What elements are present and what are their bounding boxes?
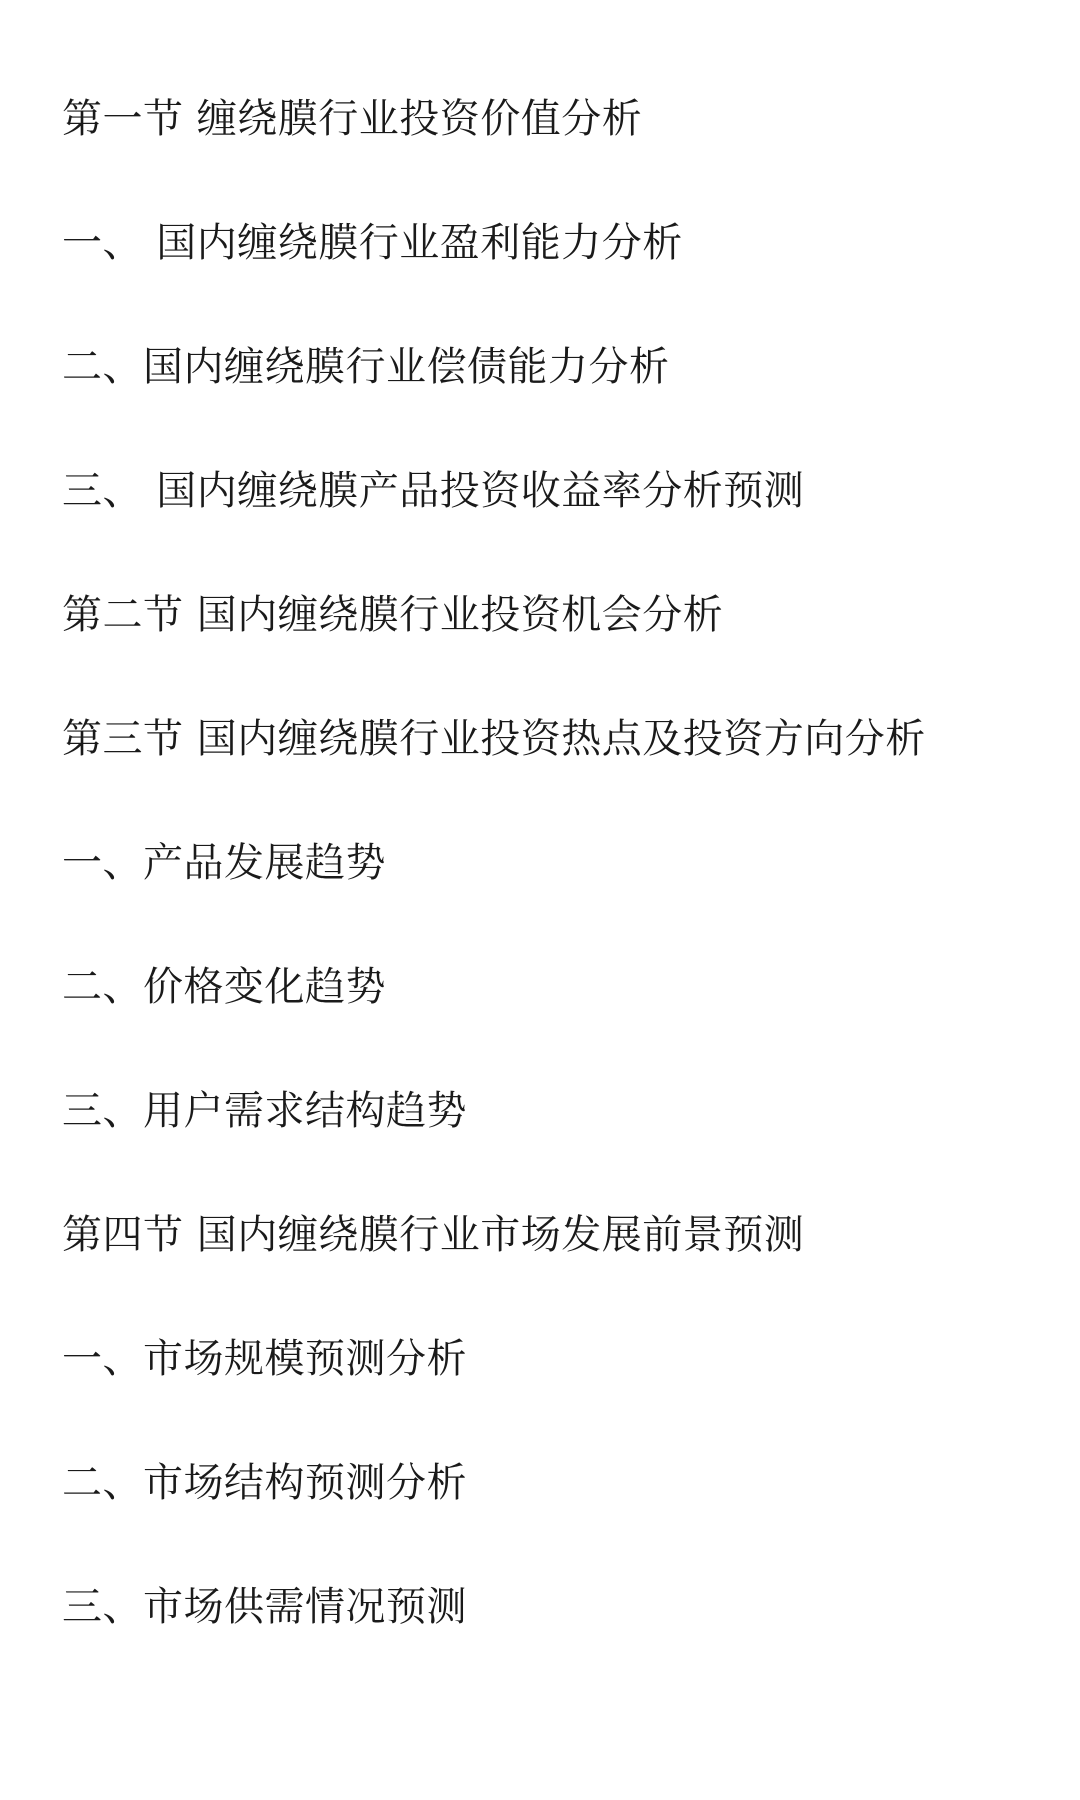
toc-section-heading: 第一节 缠绕膜行业投资价值分析 xyxy=(62,96,643,142)
toc-subsection-item: 二、市场结构预测分析 xyxy=(62,1460,467,1506)
toc-subsection-item: 一、市场规模预测分析 xyxy=(62,1336,467,1382)
toc-subsection-item: 一、 国内缠绕膜行业盈利能力分析 xyxy=(62,220,683,266)
toc-section-heading: 第四节 国内缠绕膜行业市场发展前景预测 xyxy=(62,1212,805,1258)
toc-subsection-item: 三、用户需求结构趋势 xyxy=(62,1088,467,1134)
toc-subsection-item: 三、市场供需情况预测 xyxy=(62,1584,467,1630)
toc-subsection-item: 二、价格变化趋势 xyxy=(62,964,386,1010)
toc-section-heading: 第二节 国内缠绕膜行业投资机会分析 xyxy=(62,592,724,638)
toc-subsection-item: 一、产品发展趋势 xyxy=(62,840,386,886)
toc-section-heading: 第三节 国内缠绕膜行业投资热点及投资方向分析 xyxy=(62,716,926,762)
table-of-contents xyxy=(62,88,1052,1700)
toc-subsection-item: 二、国内缠绕膜行业偿债能力分析 xyxy=(62,344,670,390)
toc-subsection-item: 三、 国内缠绕膜产品投资收益率分析预测 xyxy=(62,468,805,514)
